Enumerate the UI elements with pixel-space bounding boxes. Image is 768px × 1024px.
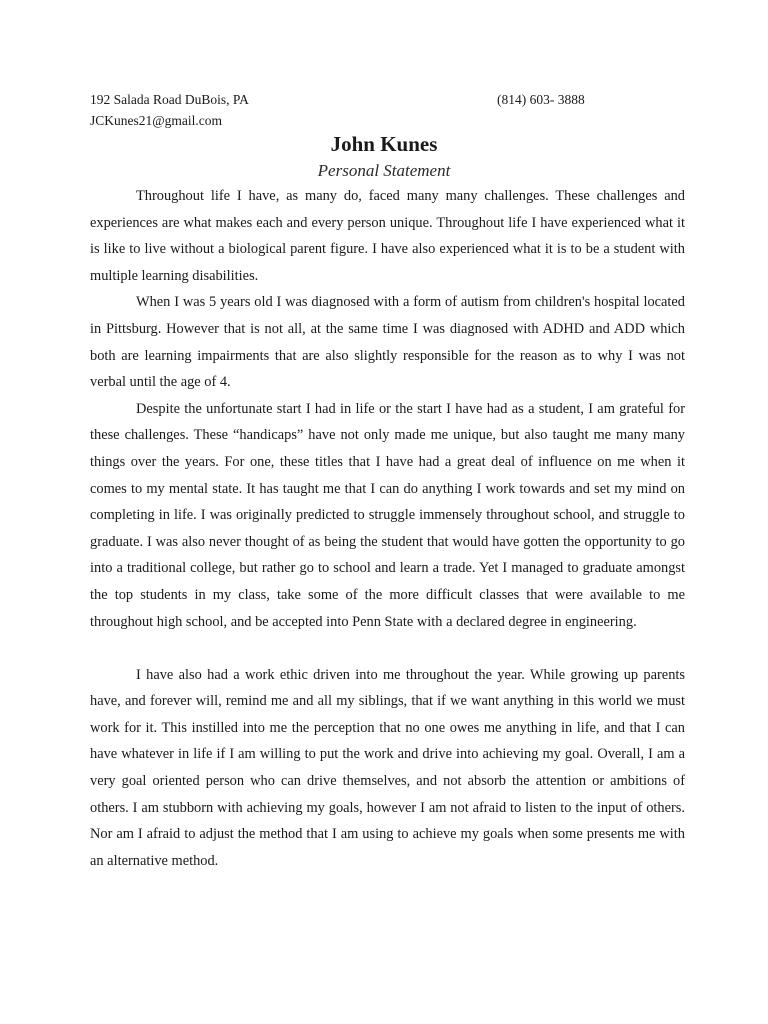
paragraph-1: Throughout life I have, as many do, faced many many challenges. These challenges and experiences are what makes each and every person unique. Throughout life I have experienced what it is like to live without a biological parent figure. I have also experienced what it is to be a student with multiple learning disabilities.	[90, 188, 685, 284]
header-phone: (814) 603- 3888	[497, 92, 585, 107]
paragraph-2: When I was 5 years old I was diagnosed with a form of autism from children's hospital located in Pittsburg. However that is not all, at the same time I was diagnosed with ADHD and ADD which both are learning impairments that are also slightly responsible for the reason as to why I was not verbal until the age of 4.	[90, 294, 685, 391]
paragraph-4: I have also had a work ethic driven into me throughout the year. While growing up parents have, and forever will, remind me and all my siblings, that if we want anything in this world we must work for it. This instilled into me the perception that no one owes me anything in life, and that I can have whatever in life if I am willing to put the work and drive into achieving my goal. Overall, I am a very goal oriented person who can drive themselves, and not absorb the attention or ambitions of others. I am stubborn with achieving my goals, however I am not afraid to listen to the input of others. Nor am I afraid to adjust the method that I am using to achieve my goals when some presents me with an alternative method.	[90, 666, 685, 869]
header-email: JCKunes21@gmail.com	[90, 113, 223, 128]
author-name: John Kunes	[330, 132, 438, 156]
paragraph-3: Despite the unfortunate start I had in life or the start I have had as a student, I am grateful for these challenges. These “handicaps” have not only made me unique, but also taught me many many things over the years. For one, these titles that I have had a great deal of influence on me when it comes to my mental state. It has taught me that I can do anything I work towards and set my mind on completing in life. I was originally predicted to struggle immensely throughout school, and struggle to graduate. I was also never thought of as being the student that would have gotten the opportunity to go into a traditional college, but rather go to school and learn a trade. Yet I managed to graduate amongst the top students in my class, take some of the more difficult classes that were available to me throughout high school, and be accepted into Penn State with a declared degree in engineering.	[90, 400, 685, 630]
statement-body	[90, 183, 685, 874]
header-address: 192 Salada Road DuBois, PA	[90, 92, 249, 107]
document-subtitle: Personal Statement	[317, 161, 451, 180]
